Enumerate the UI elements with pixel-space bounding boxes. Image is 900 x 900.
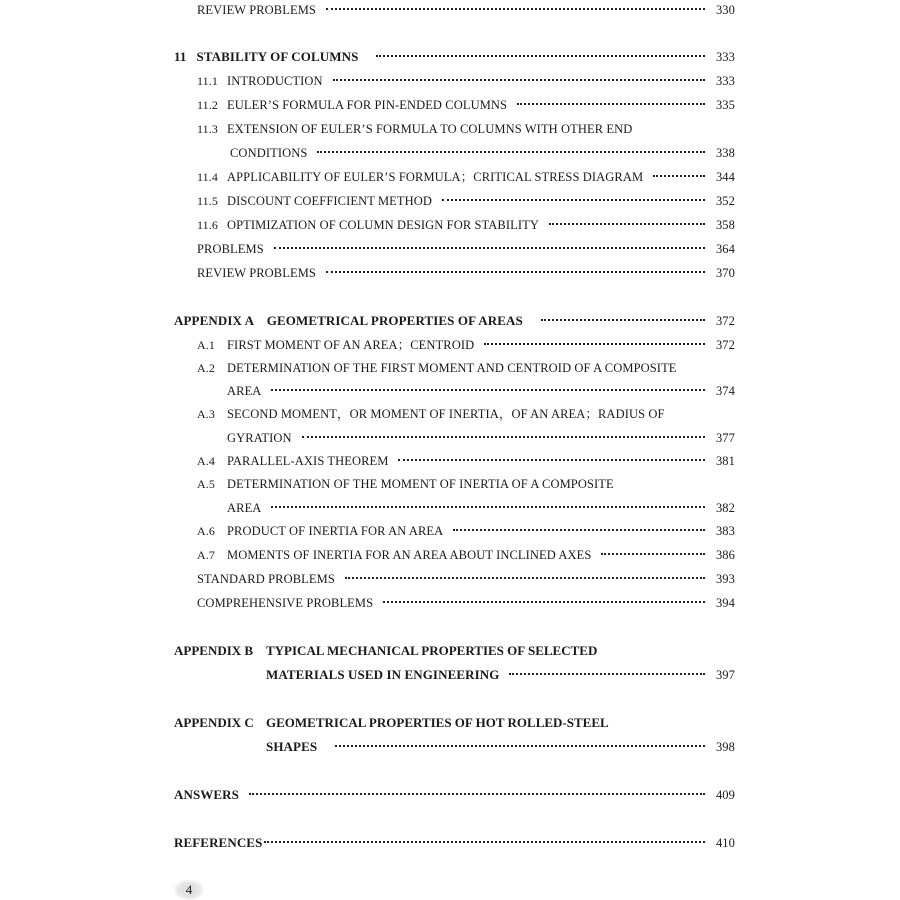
toc-page: 333 <box>715 74 735 88</box>
toc-label: DETERMINATION OF THE MOMENT OF INERTIA OF A COMPOSITE <box>227 477 614 491</box>
toc-entry-a-4[interactable] <box>197 451 735 471</box>
toc-entry-a-6[interactable] <box>197 521 735 541</box>
leader-dots <box>383 601 705 603</box>
leader-dots <box>442 199 705 201</box>
leader-dots <box>249 793 705 795</box>
toc-entry-11-1[interactable] <box>197 71 735 91</box>
toc-page: 333 <box>715 50 735 64</box>
toc-page: 410 <box>715 836 735 850</box>
section-number: 11.2 <box>197 98 218 112</box>
leader-dots <box>271 506 705 508</box>
leader-dots <box>335 745 705 747</box>
toc-label: EXTENSION OF EULER’S FORMULA TO COLUMNS WITH OTHER END <box>227 122 633 136</box>
toc-page: 370 <box>715 266 735 280</box>
appendix-c-title-line1[interactable]: GEOMETRICAL PROPERTIES OF HOT ROLLED-STEEL <box>266 715 609 730</box>
toc-label: PRODUCT OF INERTIA FOR AN AREA <box>227 524 444 538</box>
toc-entry-comprehensive-problems[interactable] <box>197 593 735 613</box>
appendix-c-prefix: APPENDIX C <box>174 715 254 730</box>
leader-dots <box>326 8 705 10</box>
toc-label: OPTIMIZATION OF COLUMN DESIGN FOR STABILITY <box>227 218 539 232</box>
section-number: A.4 <box>197 454 215 468</box>
toc-entry-a-2-line2[interactable] <box>227 381 735 401</box>
toc-page: 397 <box>715 668 735 682</box>
toc-entry-a-2-line1[interactable] <box>197 358 735 378</box>
leader-dots <box>345 577 705 579</box>
toc-page: 382 <box>715 501 735 515</box>
toc-page: 335 <box>715 98 735 112</box>
toc-entry-review-problems-10[interactable] <box>197 0 735 20</box>
toc-entry-a-5-line1[interactable] <box>197 474 735 494</box>
toc-page: 352 <box>715 194 735 208</box>
section-number: 11.5 <box>197 194 218 208</box>
leader-dots <box>333 79 705 81</box>
toc-entry-a-7[interactable] <box>197 545 735 565</box>
leader-dots <box>453 529 705 531</box>
appendix-b-prefix: APPENDIX B <box>174 643 254 658</box>
toc-entry-a-3-line2[interactable] <box>227 428 735 448</box>
toc-label: DETERMINATION OF THE FIRST MOMENT AND CENTROID OF A COMPOSITE <box>227 361 677 375</box>
toc-page: 330 <box>715 3 735 17</box>
toc-page: 372 <box>715 314 735 328</box>
toc-page: 374 <box>715 384 735 398</box>
toc-appendix-a[interactable] <box>174 311 735 331</box>
section-number: 11.3 <box>197 122 218 136</box>
section-number: 11.1 <box>197 74 218 88</box>
toc-label: AREA <box>227 501 262 515</box>
toc-page: 383 <box>715 524 735 538</box>
section-number: A.6 <box>197 524 215 538</box>
toc-entry-review-problems-11[interactable] <box>197 263 735 283</box>
toc-label: EULER’S FORMULA FOR PIN-ENDED COLUMNS <box>227 98 508 112</box>
toc-label: INTRODUCTION <box>227 74 323 88</box>
toc-page: 386 <box>715 548 735 562</box>
toc-entry-a-5-line2[interactable] <box>227 498 735 518</box>
leader-dots <box>509 673 705 675</box>
toc-entry-11-3-line2[interactable] <box>230 143 735 163</box>
toc-entry-11-3-line1[interactable] <box>197 119 735 139</box>
leader-dots <box>484 343 705 345</box>
toc-appendix-c[interactable] <box>266 737 735 757</box>
section-number: 11.4 <box>197 170 218 184</box>
toc-label: REVIEW PROBLEMS <box>197 266 316 280</box>
toc-page: 393 <box>715 572 735 586</box>
toc-label: APPLICABILITY OF EULER’S FORMULA；CRITICAL STRESS DIAGRAM <box>227 170 644 184</box>
toc-label: SHAPES <box>266 739 318 754</box>
section-number: A.3 <box>197 407 215 421</box>
toc-label: DISCOUNT COEFFICIENT METHOD <box>227 194 433 208</box>
section-number: A.2 <box>197 361 215 375</box>
leader-dots <box>317 151 705 153</box>
toc-entry-a-3-line1[interactable] <box>197 404 735 424</box>
toc-appendix-b[interactable] <box>266 665 735 685</box>
toc-answers[interactable] <box>174 785 735 805</box>
leader-dots <box>601 553 705 555</box>
toc-label: PARALLEL-AXIS THEOREM <box>227 454 389 468</box>
leader-dots <box>549 223 705 225</box>
toc-entry-11-5[interactable] <box>197 191 735 211</box>
toc-page: 372 <box>715 338 735 352</box>
toc-page: 358 <box>715 218 735 232</box>
section-number: A.7 <box>197 548 215 562</box>
toc-label: FIRST MOMENT OF AN AREA；CENTROID <box>227 338 475 352</box>
toc-entry-problems-11[interactable] <box>197 239 735 259</box>
appendix-b-title-line1[interactable]: TYPICAL MECHANICAL PROPERTIES OF SELECTED <box>266 643 598 658</box>
toc-label: 11 STABILITY OF COLUMNS <box>174 49 359 64</box>
toc-page: 394 <box>715 596 735 610</box>
toc-chapter-11[interactable] <box>174 47 735 67</box>
section-number: 11.6 <box>197 218 218 232</box>
toc-label: GYRATION <box>227 431 292 445</box>
toc-label: ANSWERS <box>174 787 239 802</box>
leader-dots <box>302 436 705 438</box>
toc-label: APPENDIX A GEOMETRICAL PROPERTIES OF AREAS <box>174 313 523 328</box>
toc-label: REFERENCES <box>174 835 263 850</box>
leader-dots <box>541 319 705 321</box>
toc-page: 398 <box>715 740 735 754</box>
page-number: 4 <box>174 880 204 900</box>
toc-page: 409 <box>715 788 735 802</box>
section-number: A.1 <box>197 338 215 352</box>
leader-dots <box>517 103 705 105</box>
toc-entry-11-4[interactable] <box>197 167 735 187</box>
toc-label: CONDITIONS <box>230 146 308 160</box>
toc-label: COMPREHENSIVE PROBLEMS <box>197 596 374 610</box>
toc-label: PROBLEMS <box>197 242 264 256</box>
toc-label: AREA <box>227 384 262 398</box>
section-number: A.5 <box>197 477 215 491</box>
toc-entry-11-6[interactable] <box>197 215 735 235</box>
leader-dots <box>398 459 705 461</box>
toc-label: REVIEW PROBLEMS <box>197 3 316 17</box>
toc-entry-standard-problems[interactable] <box>197 569 735 589</box>
toc-entry-11-2[interactable] <box>197 95 735 115</box>
toc-page: 344 <box>715 170 735 184</box>
toc-page: 338 <box>715 146 735 160</box>
leader-dots <box>376 55 705 57</box>
toc-label: SECOND MOMENT，OR MOMENT OF INERTIA，OF AN AREA；RADIUS OF <box>227 407 665 421</box>
toc-page: 364 <box>715 242 735 256</box>
leader-dots <box>264 841 705 843</box>
toc-label: STANDARD PROBLEMS <box>197 572 335 586</box>
leader-dots <box>271 389 705 391</box>
toc-label: MOMENTS OF INERTIA FOR AN AREA ABOUT INCLINED AXES <box>227 548 592 562</box>
leader-dots <box>326 271 705 273</box>
leader-dots <box>653 175 705 177</box>
toc-entry-a-1[interactable] <box>197 335 735 355</box>
leader-dots <box>274 247 705 249</box>
toc-page: 377 <box>715 431 735 445</box>
toc-page: 381 <box>715 454 735 468</box>
toc-label: MATERIALS USED IN ENGINEERING <box>266 667 500 682</box>
toc-references[interactable] <box>174 833 735 853</box>
